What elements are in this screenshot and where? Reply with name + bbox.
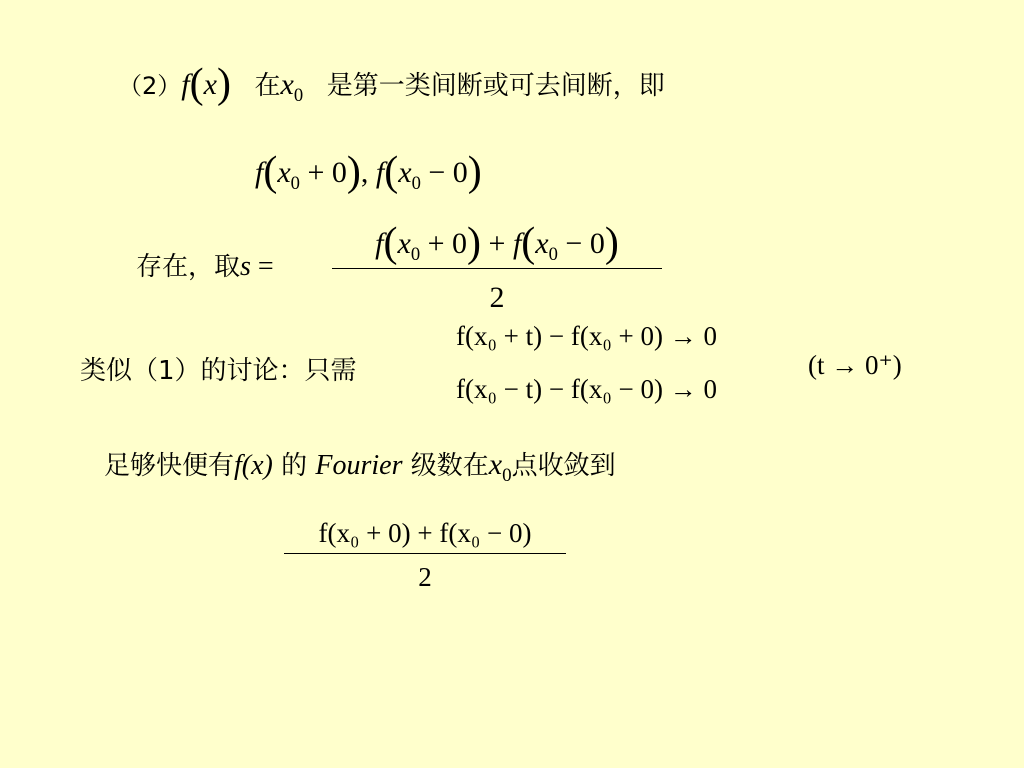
condition-left-limit: f(x₀ − t) − f(x₀ − 0) → 0 — [456, 374, 717, 404]
symbol-s: s — [240, 251, 251, 282]
fourier-label: Fourier — [315, 450, 403, 481]
function-fx: f(x) — [234, 450, 273, 481]
point-x0: x — [280, 68, 294, 101]
fraction-bar — [284, 553, 566, 554]
fraction-s — [332, 216, 662, 315]
convergence-statement: 足够快便有f(x) 的 Fourier 级数在$x_0$点收敛到 — [104, 448, 616, 486]
statement-line-1: （2）f(x) 在$x_0$ 是第一类间断或可去间断，即 — [118, 61, 665, 108]
fraction-limit-denominator: 2 — [418, 562, 432, 592]
statement-text: 是第一类间断或可去间断，即 — [326, 71, 665, 101]
variable-x: x — [203, 68, 217, 101]
definition-of-s: 存在，取s = — [136, 251, 274, 282]
fraction-limit-value — [284, 518, 566, 593]
fraction-s-denominator: 2 — [489, 281, 505, 314]
text-at: 在 — [254, 71, 281, 101]
condition-right-limit: f(x₀ + t) − f(x₀ + 0) → 0 — [456, 321, 717, 351]
item-number: （2） — [118, 72, 182, 100]
text-exists-take: 存在，取 — [136, 252, 241, 282]
one-sided-limits-expression: $f(x_0 + 0)$, $f(x_0 - 0)$ — [255, 149, 482, 196]
fraction-s-numerator: $f(x_0 + 0) + f(x_0 - 0)$ — [375, 220, 619, 267]
function-f: f — [181, 68, 190, 101]
limit-condition: (t → 0⁺) — [808, 350, 902, 380]
fraction-bar — [332, 268, 662, 269]
condition-lead-text: 类似（1）的讨论：只需 — [80, 356, 357, 386]
fraction-limit-numerator: f(x₀ + 0) + f(x₀ − 0) — [318, 518, 532, 548]
